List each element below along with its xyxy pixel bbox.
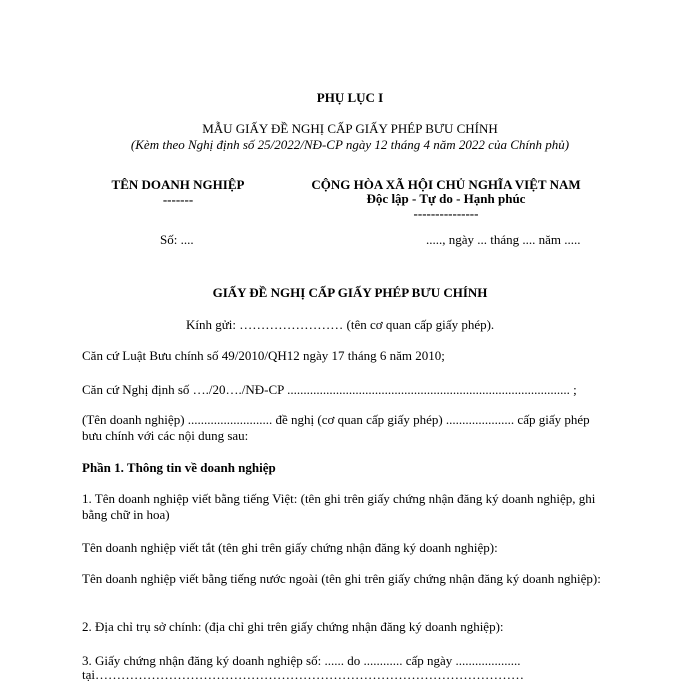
date-line: ....., ngày ... tháng .... năm ..... bbox=[426, 232, 581, 247]
org-name: TÊN DOANH NGHIỆP bbox=[111, 177, 245, 192]
nation-heading: CỘNG HÒA XÃ HỘI CHỦ NGHĨA VIỆT NAM bbox=[311, 177, 581, 192]
nation-motto: Độc lập - Tự do - Hạnh phúc bbox=[366, 191, 526, 206]
request-paragraph: (Tên doanh nghiệp) .......................... đề nghị (cơ quan cấp giấy phép) ..................... cấp giấy phép bưu chính với các nội dung sau: bbox=[82, 412, 590, 443]
item-1-company-name: 1. Tên doanh nghiệp viết bằng tiếng Việt: (tên ghi trên giấy chứng nhận đăng ký doanh nghiệp, ghi bằng chữ in hoa) bbox=[82, 491, 596, 522]
appendix-title: PHỤ LỤC I bbox=[316, 90, 384, 105]
item-2-head-office: 2. Địa chỉ trụ sở chính: (địa chỉ ghi trên giấy chứng nhận đăng ký doanh nghiệp): bbox=[82, 619, 504, 634]
document-title: GIẤY ĐỀ NGHỊ CẤP GIẤY PHÉP BƯU CHÍNH bbox=[212, 285, 488, 300]
item-1-foreign-name: Tên doanh nghiệp viết bằng tiếng nước ngoài (tên ghi trên giấy chứng nhận đăng ký doanh nghiệp): bbox=[82, 571, 601, 586]
item-1-short-name: Tên doanh nghiệp viết tắt (tên ghi trên giấy chứng nhận đăng ký doanh nghiệp): bbox=[82, 540, 498, 555]
item-3-location: tại……………………………………………………………………………………… bbox=[82, 667, 524, 682]
basis-law: Căn cứ Luật Bưu chính số 49/2010/QH12 ngày 17 tháng 6 năm 2010; bbox=[82, 348, 445, 363]
attached-note: (Kèm theo Nghị định số 25/2022/NĐ-CP ngày 12 tháng 4 năm 2022 của Chính phủ) bbox=[130, 137, 570, 152]
section-1-title: Phần 1. Thông tin về doanh nghiệp bbox=[82, 460, 276, 475]
org-divider: ------- bbox=[162, 192, 194, 207]
form-title: MẪU GIẤY ĐỀ NGHỊ CẤP GIẤY PHÉP BƯU CHÍNH bbox=[202, 121, 498, 136]
item-3-registration: 3. Giấy chứng nhận đăng ký doanh nghiệp số: ...... do ............ cấp ngày .................... bbox=[82, 653, 521, 668]
addressee: Kính gửi: …………………… (tên cơ quan cấp giấy phép). bbox=[186, 317, 495, 332]
motto-divider: --------------- bbox=[413, 206, 479, 221]
basis-decree: Căn cứ Nghị định số …./20…./NĐ-CP ....................................................................................... ; bbox=[82, 382, 577, 397]
document-number: Số: .... bbox=[160, 232, 194, 247]
